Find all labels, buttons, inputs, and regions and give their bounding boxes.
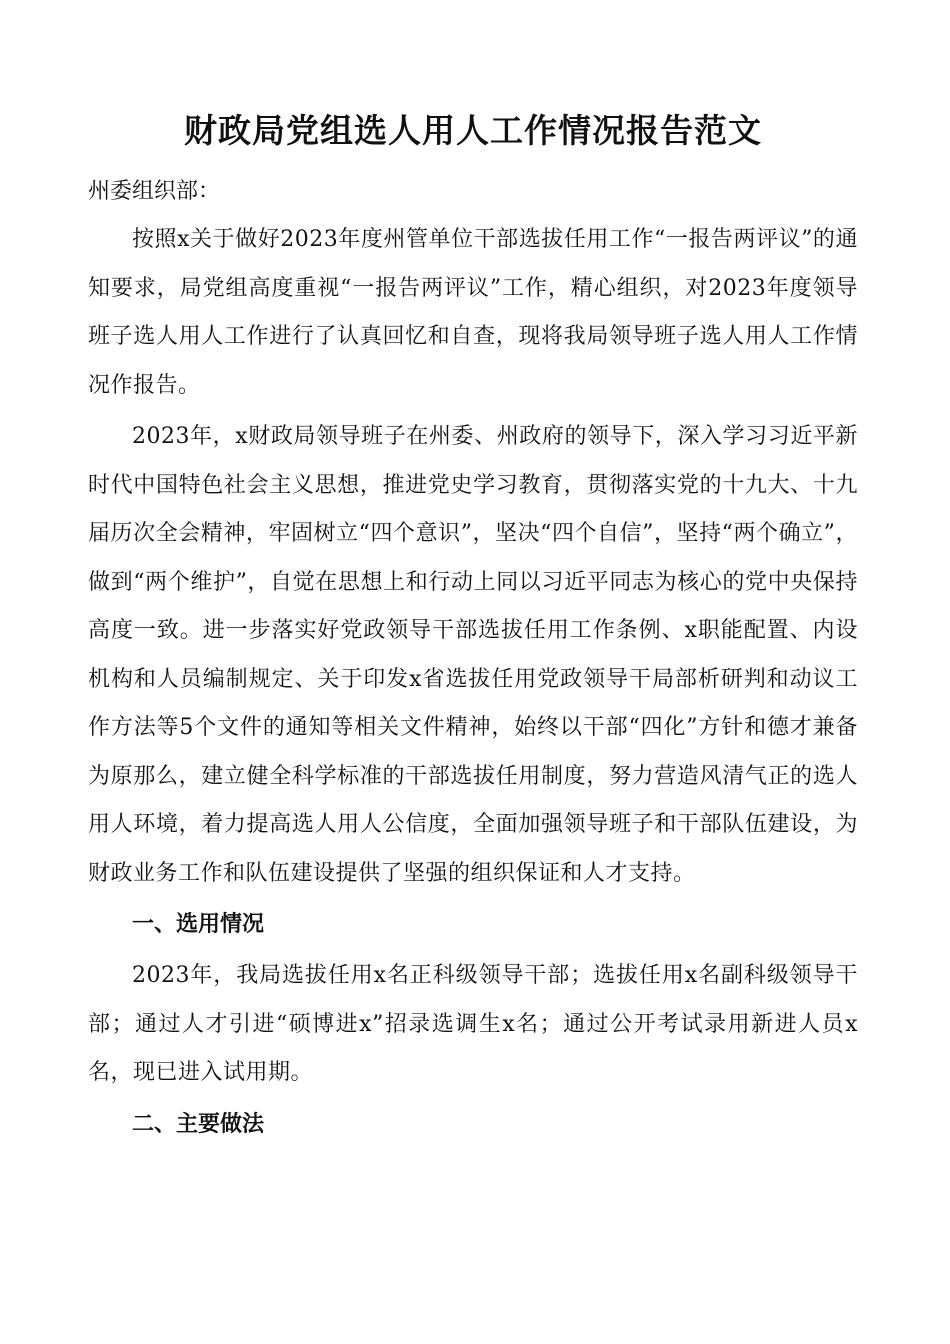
intro-paragraph: 按照x关于做好2023年度州管单位干部选拔任用工作“一报告两评议”的通知要求，局党组高度重视“一报告两评议”工作，精心组织，对2023年度领导班子选人用人工作进行了认真回忆和自查，现将我局领导班子选人用人工作情况作报告。 xyxy=(88,227,858,398)
salutation: 州委组织部： xyxy=(88,179,221,204)
document-title: 财政局党组选人用人工作情况报告范文 xyxy=(184,111,762,150)
selection-paragraph: 2023年，我局选拔任用x名正科级领导干部；选拔任用x名副科级领导干部；通过人才引进“硕博进x”招录选调生x名；通过公开考试录用新进人员x名，现已进入试用期。 xyxy=(88,963,858,1085)
section-heading-selection: 一、选用情况 xyxy=(132,912,265,937)
section-heading-practices: 二、主要做法 xyxy=(132,1111,265,1137)
overview-paragraph: 2023年，x财政局领导班子在州委、州政府的领导下，深入学习习近平新时代中国特色社会主义思想，推进党史学习教育，贯彻落实党的十九大、十九届历次全会精神，牢固树立“四个意识”，坚决“四个自信”，坚持“两个确立”，做到“两个维护”，自觉在思想上和行动上同以习近平同志为核心的党中央保持高度一致。进一步落实好党政领导干部选拔任用工作条例、x职能配置、内设机构和人员编制规定、关于印发x省选拔任用党政领导干局部析研判和动议工作方法等5个文件的通知等相关文件精神，始终以干部“四化”方针和德才兼备为原那么，建立健全科学标准的干部选拔任用制度，努力营造风清气正的选人用人环境，着力提高选人用人公信度，全面加强领导班子和干部队伍建设，为财政业务工作和队伍建设提供了坚强的组织保证和人才支持。 xyxy=(88,424,858,886)
document-page xyxy=(88,100,858,1152)
